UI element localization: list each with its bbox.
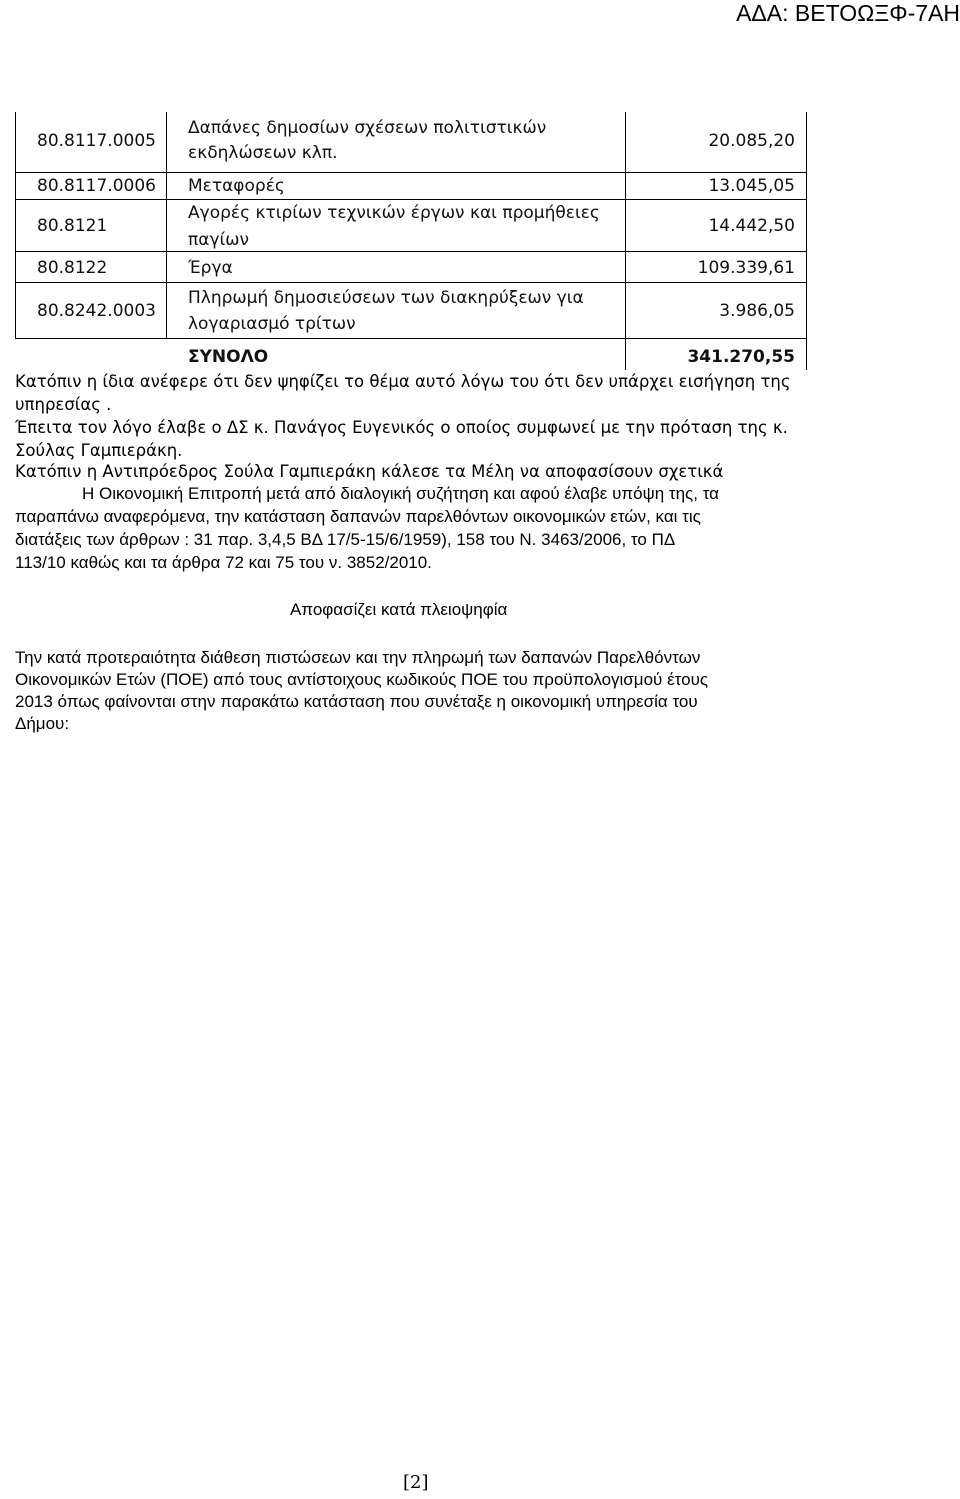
row-desc-cont: παγίων [188,230,249,250]
row-code: 80.8242.0003 [37,301,156,321]
paragraph-line: υπηρεσίας . [15,395,112,414]
table-border-col2 [625,112,626,370]
row-code: 80.8117.0006 [37,176,156,196]
row-code: 80.8117.0005 [37,131,156,151]
row-divider [15,199,807,200]
total-amount: 341.270,55 [687,347,795,367]
row-amount: 13.045,05 [708,176,795,196]
row-divider [15,172,807,173]
paragraph-line: Η Οικονομική Επιτροπή μετά από διαλογική συζήτηση και αφού έλαβε υπόψη της, τα [82,484,719,503]
row-desc-cont: εκδηλώσεων κλπ. [188,143,338,163]
page-number: [2] [403,1472,429,1493]
row-amount: 3.986,05 [719,301,795,321]
row-desc: Έργα [188,258,233,278]
row-divider [15,338,807,339]
row-desc: Μεταφορές [188,176,285,196]
row-amount: 14.442,50 [708,216,795,236]
ada-code: ΑΔΑ: ΒΕΤΟΩΞΦ-7ΑΗ [736,0,960,26]
row-desc: Πληρωμή δημοσιεύσεων των διακηρύξεων για [188,288,584,308]
decision-heading: Αποφασίζει κατά πλειοψηφία [290,600,508,619]
row-code: 80.8122 [37,258,108,278]
paragraph-line: Κατόπιν η Αντιπρόεδρος Σούλα Γαμπιεράκη κάλεσε τα Μέλη να αποφασίσουν σχετικά [15,462,724,481]
paragraph-line: Δήμου: [15,714,70,733]
table-border-col1 [166,112,167,338]
total-label: ΣΥΝΟΛΟ [188,347,269,367]
row-desc: Δαπάνες δημοσίων σχέσεων πολιτιστικών [188,118,547,138]
paragraph-line: Έπειτα τον λόγο έλαβε ο ΔΣ κ. Πανάγος Ευγενικός ο οποίος συμφωνεί με την πρόταση της κ. [15,418,788,437]
row-amount: 109.339,61 [697,258,795,278]
row-code: 80.8121 [37,216,108,236]
paragraph-line: Οικονομικών Ετών (ΠΟΕ) από τους αντίστοιχους κωδικούς ΠΟΕ του προϋπολογισμού έτους [15,670,709,689]
row-desc: Αγορές κτιρίων τεχνικών έργων και προμήθειες [188,203,600,223]
row-desc-cont: λογαριασμό τρίτων [188,314,356,334]
table-border-right [806,112,807,370]
row-amount: 20.085,20 [708,131,795,151]
paragraph-line: Κατόπιν η ίδια ανέφερε ότι δεν ψηφίζει το θέμα αυτό λόγω του ότι δεν υπάρχει εισήγηση της [15,372,791,391]
expenses-table [15,112,807,370]
paragraph-line: 113/10 καθώς και τα άρθρα 72 και 75 του ν. 3852/2010. [15,553,432,572]
paragraph-line: 2013 όπως φαίνονται στην παρακάτω κατάσταση που συνέταξε η οικονομική υπηρεσία του [15,692,698,711]
table-border-left [15,112,16,338]
row-divider [15,282,807,283]
paragraph-line: Την κατά προτεραιότητα διάθεση πιστώσεων και την πληρωμή των δαπανών Παρελθόντων [15,648,701,667]
paragraph-line: παραπάνω αναφερόμενα, την κατάσταση δαπανών παρελθόντων οικονομικών ετών, και τις [15,507,701,526]
paragraph-line: διατάξεις των άρθρων : 31 παρ. 3,4,5 ΒΔ 17/5-15/6/1959), 158 του Ν. 3463/2006, το ΠΔ [15,530,676,549]
paragraph-line: Σούλας Γαμπιεράκη. [15,441,183,460]
